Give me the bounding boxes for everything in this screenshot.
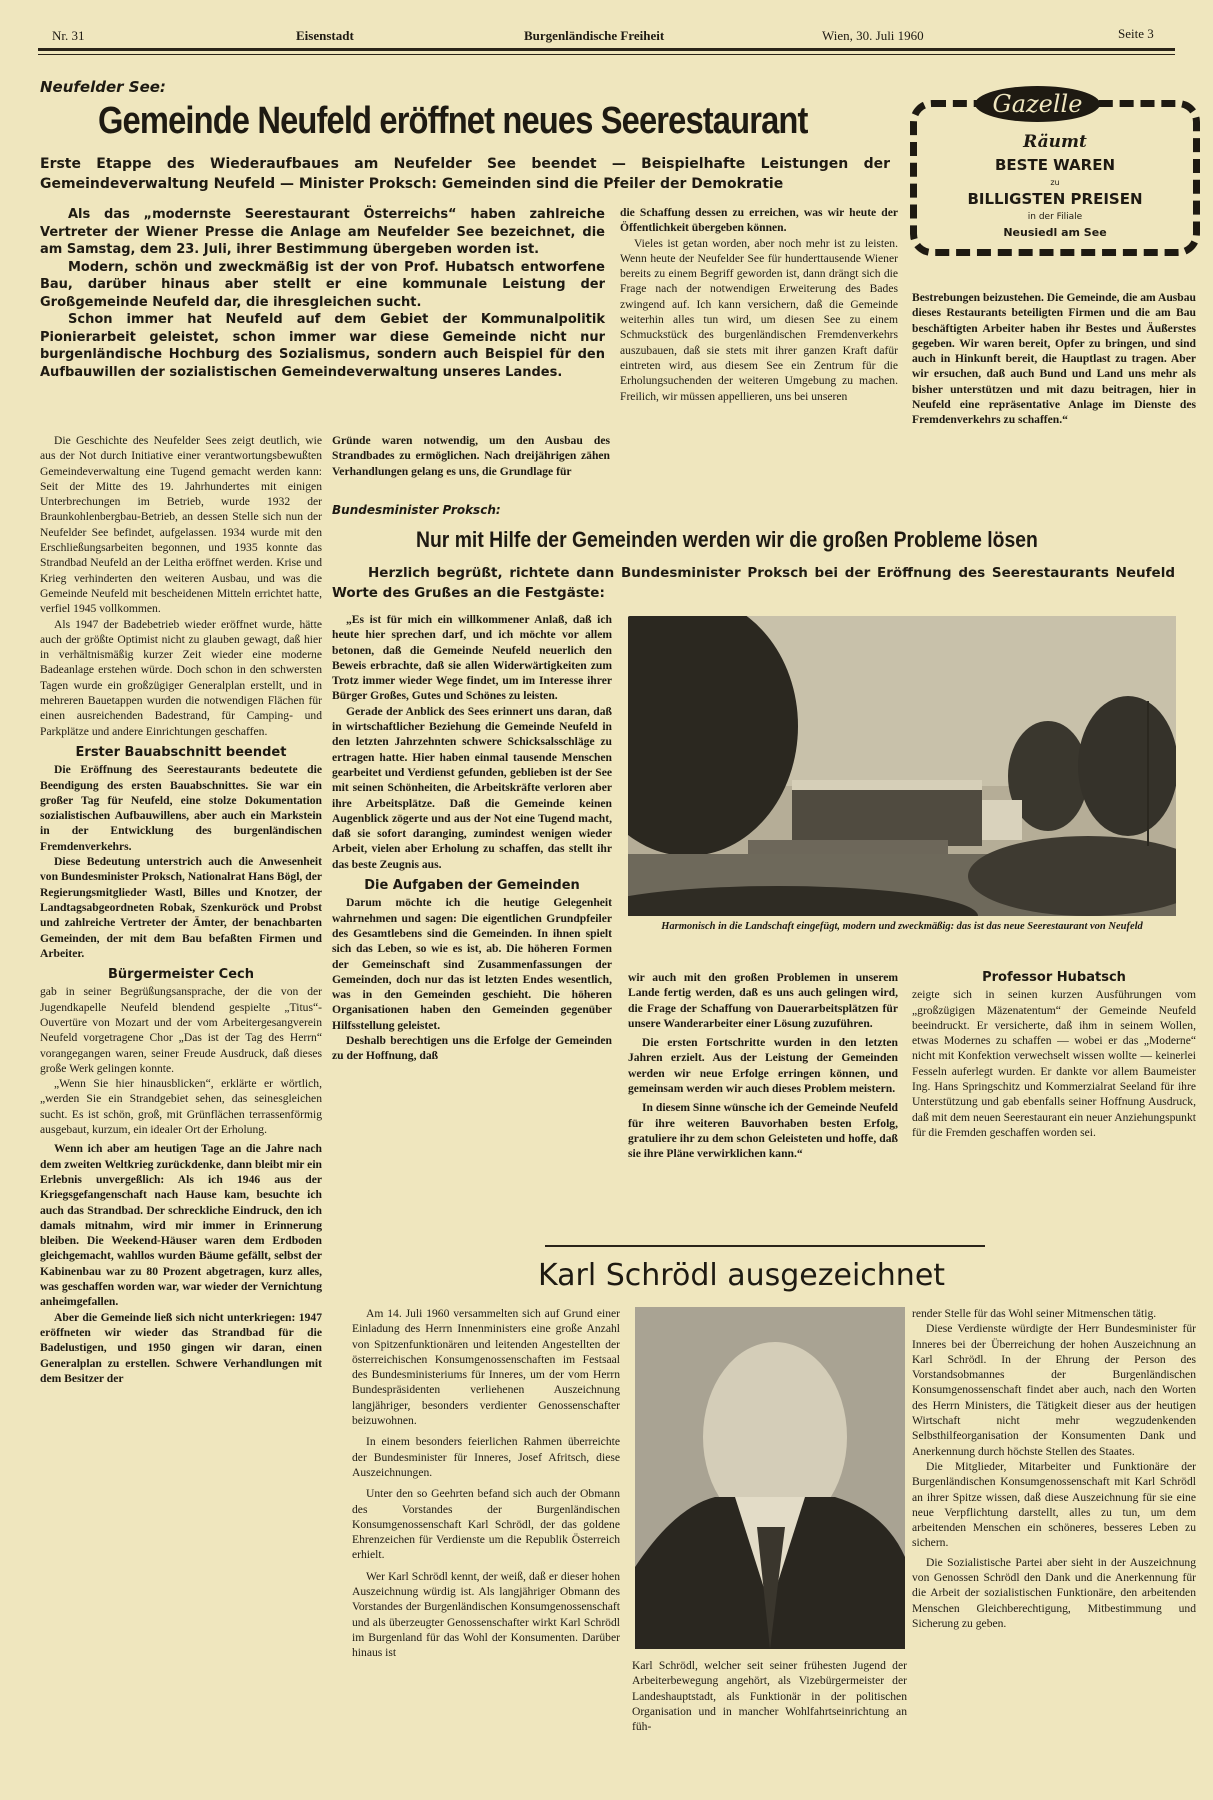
gazelle-advertisement	[910, 86, 1200, 261]
paragraph: Die Eröffnung des Seerestaurants bedeutete die Beendigung des ersten Bauabschnittes. Sie war ein großer Tag für Neufeld, eine stolze Dokumentation sozialistischen Aufbauwillens, aber auch ein Markstein in der Entwicklung des burgenländischen Fremdenverkehrs.	[40, 763, 322, 853]
lead-paragraph: Modern, schön und zweckmäßig ist der von Prof. Hubatsch entworfene Bau, darüber hinaus aber stellt er eine kommunale Leistung der Großgemeinde Neufeld dar, die ihresgleichen sucht.	[40, 259, 605, 310]
portrait-image	[635, 1307, 905, 1649]
main-lead	[40, 206, 605, 381]
ad-line: Räumt	[1023, 132, 1087, 152]
section-heading: Die Aufgaben der Gemeinden	[364, 878, 580, 894]
column-4-top	[912, 290, 1196, 428]
masthead-rule	[38, 48, 1175, 51]
paragraph: gab in seiner Begrüßungsansprache, der die von der Jugendkapelle Neufeld blendend gespielte „Titus“-Ouvertüre von Mozart und der vom Arbeitergesangverein Neufeld vorgetragene Chor „Das ist der Tag des Herrn“ vorangegangen waren, seiner Freude Ausdruck, daß dieses große Werk gelingen konnte.	[40, 985, 322, 1075]
main-kicker: Neufelder See:	[40, 78, 166, 96]
gazelle-logo: Gazelle	[975, 86, 1100, 122]
lead-paragraph: Schon immer hat Neufeld auf dem Gebiet der Kommunalpolitik Pionierarbeit geleistet, schon immer war diese Gemeinde nicht nur burgenländische Hochburg des Sozialismus, sondern auch Beispiel für den Aufbauwillen der sozialistischen Gemeindeverwaltung unseres Landes.	[40, 312, 605, 380]
column-3-top	[620, 205, 898, 404]
paragraph: Am 14. Juli 1960 versammelten sich auf Grund einer Einladung des Herrn Innenministers eine große Anzahl von Spitzenfunktionären und leitenden Angestellten der österreichischen Konsumgenossenschaften im Festsaal des Bundesministeriums für Inneres, um der vom Herrn Bundespräsidenten verliehenen Auszeichnung langjähriger, besonders verdienter Genossenschafter beizuwohnen.	[352, 1307, 620, 1428]
place: Eisenstadt	[296, 28, 354, 43]
paragraph: Die Sozialistische Partei aber sieht in der Auszeichnung von Genossen Schrödl den Dank und die Anerkennung für die Arbeit der sozialistischen Funktionäre, den arbeitenden Menschen Gleichberechtigung, Mitbestimmung und Sicherung zu geben.	[912, 1555, 1196, 1630]
paragraph: Die ersten Fortschritte wurden in den letzten Jahren erzielt. Aus der Leistung der Gemeinden werden wir neue Erfolge erringen können, und gemeinsam werden wir auch dieses Problem meistern.	[628, 1036, 898, 1096]
paragraph: die Schaffung dessen zu erreichen, was wir heute der Öffentlichkeit übergeben können.	[620, 206, 898, 235]
caption-text: Karl Schrödl, welcher seit seiner frühesten Jugend der Arbeiterbewegung angehört, als Vizebürgermeister der Landeshauptstadt, als Funktionär in der politischen Organisation und in mancher Wohlfahrtseinrichtung an füh-	[632, 1659, 907, 1734]
paragraph: „Wenn Sie hier hinausblicken“, erklärte er wörtlich, „werden Sie ein Strandgebiet sehen, das seinesgleichen sucht. Es ist schön, groß, mit Grünflächen terrassenförmig ausgebaut, kurzum, ein idealer Ort der Erholung.	[40, 1077, 322, 1137]
ad-line: Neusiedl am See	[1003, 226, 1107, 239]
paragraph: In diesem Sinne wünsche ich der Gemeinde Neufeld für ihre weiteren Bauvorhaben besten Erfolg, gratuliere ihr zu dem schon Geleisteten und hoffe, daß sie ihre Pläne verwirklichen kann.“	[628, 1101, 898, 1161]
main-subhead: Erste Etappe des Wiederaufbaues am Neufelder See beendet — Beispielhafte Leistungen der Gemeindeverwaltung Neufeld — Minister Proksch: Gemeinden sind die Pfeiler der Demokratie	[40, 156, 890, 192]
proksch-intro: Herzlich begrüßt, richtete dann Bundesminister Proksch bei der Eröffnung des Seerestaurants Neufeld Worte des Grußes an die Festgäste:	[332, 565, 1175, 601]
ad-line: zu	[1050, 178, 1060, 187]
schroedl-headline: Karl Schrödl ausgezeichnet	[538, 1258, 946, 1293]
restaurant-photo-caption: Harmonisch in die Landschaft eingefügt, modern und zweckmäßig: das ist das neue Seerestaurant von Neufeld	[661, 921, 1143, 932]
paragraph: Die Geschichte des Neufelder Sees zeigt deutlich, wie aus der Not durch Initiative einer verantwortungsbewußten Gemeindeverwaltung eine Tugend gemacht werden kann: Seit der Mitte des 19. Jahrhundertes mit einigen Unterbrechungen im Betrieb, wurde 1932 der Braunkohlenbergbau-Betrieb, an dessen Stelle sich nun der Neufelder See befindet, aufgelassen. 1934 wurde mit den Erschließungsarbeiten begonnen, und 1935 konnte das Strandbad Neufeld an der Leitha eröffnet werden. Krise und Krieg verhinderten den weiteren Ausbau, und was die Gemeinde Neufeld mit bescheidenen Mitteln errichtet hatte, verfiel 1945 vollkommen.	[40, 434, 322, 616]
paragraph: „Es ist für mich ein willkommener Anlaß, daß ich heute hier sprechen darf, und ich möchte vor allem betonen, daß die Gemeinde Neufeld neuerlich den Beweis erbrachte, daß sie allen Widerwärtigkeiten zum Trotz immer wieder Wege findet, um im Interesse ihrer Bürger Großes, Gutes und Schönes zu leisten.	[332, 613, 612, 703]
hubatsch-section	[912, 970, 1196, 1140]
restaurant-photo	[628, 616, 1176, 916]
masthead-rule-thin	[38, 54, 1175, 55]
paragraph: render Stelle für das Wohl seiner Mitmenschen tätig.	[912, 1307, 1157, 1320]
paragraph: In einem besonders feierlichen Rahmen überreichte der Bundesminister für Inneres, Josef Afritsch, diese Auszeichnungen.	[352, 1435, 620, 1479]
paragraph: Gründe waren notwendig, um den Ausbau des Strandbades zu ermöglichen. Nach dreijährigen zähen Verhandlungen gelang es uns, die Grundlage für	[332, 434, 610, 478]
section-divider	[545, 1245, 985, 1247]
paragraph: Diese Verdienste würdigte der Herr Bundesminister für Inneres bei der Überreichung der hohen Auszeichnung an Karl Schrödl. In der Ehrung der Person des Vorstandsobmannes der Burgenländischen Konsumgenossenschaft findet aber auch, nach den Worten des Herrn Ministers, die Tätigkeit dieser aus der heutigen Wirtschaft nicht mehr wegzudenkenden Selbsthilfeorganisation der Konsumenten Dank und Anerkennung durch höchste Stellen des Staates.	[912, 1322, 1196, 1458]
lead-paragraph: Als das „modernste Seerestaurant Österreichs“ haben zahlreiche Vertreter der Wiener Presse die Anlage am Neufelder See bezeichnet, die am Samstag, dem 23. Juli, ihrer Bestimmung übergeben worden ist.	[40, 207, 605, 257]
paper-name: Burgenländische Freiheit	[524, 28, 665, 43]
paragraph: Vieles ist getan worden, aber noch mehr ist zu leisten. Wenn heute der Neufelder See für hunderttausende Wiener bereits zu einem Begriff geworden ist, dann drängt sich die Frage nach der notwendigen Erweiterung des Bades zwingend auf. Ich kann versichern, daß die Gemeinde weiterhin alles tun wird, um diesen See zu einem Schmuckstück des burgenländischen Fremdenverkehrs auszubauen, daß sie stets mit ihrer ganzen Kraft dafür eintreten wird, aus diesem See ein Zentrum für die Erholungsuchenden der weiteren Umgebung zu machen. Freilich, wir müssen appellieren, uns bei unseren	[620, 236, 898, 403]
schroedl-column-left	[352, 1306, 620, 1661]
paragraph: Darum möchte ich die heutige Gelegenheit wahrnehmen und sagen: Die eigentlichen Grundpfeiler des Gesamtlebens sind die Gemeinden. In ihnen spielt sich das Leben, so wie es ist, ab. Die höheren Formen der Gemeinschaft sind Zusammenfassungen der Gemeinden, doch nur das ist letzten Endes wesentlich, was in den Gemeinden geschieht. Die höheren Organisationen haben den Gemeinden gegenüber Hilfsstellung geleistet.	[332, 896, 612, 1032]
paragraph: Unter den so Geehrten befand sich auch der Obmann des Vorstandes der Burgenländischen Konsumgenossenschaft Karl Schrödl, der das goldene Ehrenzeichen für Verdienste um die Republik Österreich erhielt.	[352, 1487, 620, 1562]
paragraph: Diese Bedeutung unterstrich auch die Anwesenheit von Bundesminister Proksch, Nationalrat Hans Bögl, der Regierungsmitglieder Wastl, Billes und Knotzer, der Landtagsabgeordneten Robak, Szenkuröck und Probst und zahlreiche Vertreter der Ämter, der benachbarten Gemeinden, der mit dem Bau befaßten Firmen und Arbeiter.	[40, 855, 322, 960]
proksch-column-b	[628, 970, 898, 1162]
main-headline: Gemeinde Neufeld eröffnet neues Seerestaurant	[98, 100, 808, 142]
paragraph: Wer Karl Schrödl kennt, der weiß, daß er dieser hohen Auszeichnung würdig ist. Als langjähriger Obmann des Vorstandes der Burgenländischen Konsumgenossenschaft und als überzeugter Genossenschafter wirkt Karl Schrödl im Burgenland für das Wohl der Konsumenten. Darüber hinaus ist	[352, 1569, 620, 1660]
section-heading: Professor Hubatsch	[982, 970, 1126, 985]
ad-line: BESTE WAREN	[994, 156, 1115, 174]
paragraph: Bestrebungen beizustehen. Die Gemeinde, die am Ausbau dieses Restaurants beteiligten Firmen und die am Bau beschäftigten Arbeiter haben ihr Bestes und Äußerstes gegeben. Wir waren bereit, Opfer zu bringen, und sind auch in Hinkunft bereit, die Hauptlast zu tragen. Aber wir ersuchen, daß auch Bund und Land uns mehr als bisher unterstützen und mit dazu beitragen, hier in Neufeld eine repräsentative Anlage im Dienste des Fremdenverkehrs zu schaffen.“	[912, 291, 1196, 427]
paragraph: Die Mitglieder, Mitarbeiter und Funktionäre der Burgenländischen Konsumgenossenschaft mit Karl Schrödl an ihrer Spitze wissen, daß diese Auszeichnung für sie eine neue Verpflichtung darstellt, alles zu tun, um dem arbeitenden Menschen ein schöneres, besseres Leben zu sichern.	[912, 1459, 1196, 1550]
paragraph: Wenn ich aber am heutigen Tage an die Jahre nach dem zweiten Weltkrieg zurückdenke, dann bleibt mir ein Erlebnis unvergeßlich: Als ich 1946 aus der Kriegsgefangenschaft nach Hause kam, besuchte ich auch das Strandbad. Der schreckliche Eindruck, den ich damals mitnahm, wird mir immer in Erinnerung bleiben. Die Weekend-Häuser waren dem Erdboden gleichgemacht, wahllos wurden Bäume gefällt, selbst der Kabinenbau war zu 80 Prozent abgetragen, kurz alles, was geschaffen worden war, war wieder der Vernichtung anheimgefallen.	[40, 1142, 322, 1309]
column-1	[40, 433, 322, 1386]
paragraph: Als 1947 der Badebetrieb wieder eröffnet wurde, hätte auch der größte Optimist nicht zu glauben gewagt, daß hier in verhältnismäßig kurzer Zeit wieder eine moderne Badeanlage erstehen würde. Doch schon in den schwersten Tagen wurde ein großzügiger Generalplan erstellt, und in mehreren Bauetappen wurden die notwendigen Flächen für einen ausreichenden Badestrand, für Camping- und Parkplätze und andere Einrichtungen geschaffen.	[40, 617, 322, 738]
proksch-kicker: Bundesminister Proksch:	[332, 503, 501, 517]
restaurant-image	[628, 616, 1176, 916]
ad-line: BILLIGSTEN PREISEN	[967, 190, 1143, 208]
masthead	[0, 0, 1213, 60]
ad-line: in der Filiale	[1027, 212, 1083, 222]
page-number: Seite 3	[1118, 26, 1154, 41]
schroedl-portrait	[635, 1307, 905, 1649]
schroedl-column-right	[912, 1306, 1196, 1631]
paragraph: Aber die Gemeinde ließ sich nicht unterkriegen: 1947 eröffneten wir wieder das Strandbad für die Badelustigen, und 1950 gingen wir daran, einen Generalplan zu erstellen. Schwere Verhandlungen mit dem Besitzer der	[40, 1310, 322, 1385]
paragraph: zeigte sich in seinen kurzen Ausführungen vom „großzügigen Mäzenatentum“ der Gemeinde Neufeld beeindruckt. Er versicherte, daß ihm in seinem Wollen, etwas Modernes zu schaffen — wobei er das „Moderne“ nicht mit Konfektion verwechselt wissen wollte — keinerlei Fesseln auferlegt wurden. Er dankte vor allem Baumeister Ing. Hans Springschitz und Kommerzialrat Seeland für ihre Unterstützung und gab ebenfalls seiner Hoffnung Ausdruck, daß mit dem neuen Seerestaurant ein neuer Anziehungspunkt für die Fremden geschaffen worden sei.	[912, 988, 1196, 1139]
proksch-column-a	[332, 612, 612, 1064]
proksch-headline: Nur mit Hilfe der Gemeinden werden wir die großen Probleme lösen	[416, 527, 1038, 552]
schroedl-photo-caption	[632, 1658, 907, 1734]
section-heading: Erster Bauabschnitt beendet	[75, 744, 287, 760]
date: Wien, 30. Juli 1960	[822, 28, 924, 43]
section-heading: Bürgermeister Cech	[108, 967, 254, 983]
issue-number: Nr. 31	[52, 28, 85, 43]
paragraph: Deshalb berechtigen uns die Erfolge der Gemeinden zu der Hoffnung, daß	[332, 1034, 612, 1063]
column-2-top	[332, 433, 610, 479]
paragraph: Gerade der Anblick des Sees erinnert uns daran, daß in wirtschaftlicher Beziehung die Gemeinde Neufeld in den letzten Jahrzehnten schwere Schicksalsschläge zu ertragen hatte. Hier haben einmal tausende Menschen gearbeitet und Verdienst gefunden, geblieben ist der See mit seinen Schönheiten, die Arbeitskräfte verloren aber ihre Arbeitsplätze. Daß die Gemeinde keinen Augenblick zögerte und aus der Not eine Tugend macht, daß sie sofort daranging, zumindest wenigen wieder Arbeit, vielen aber Erholung zu schaffen, das stellt ihr das beste Zeugnis aus.	[332, 704, 612, 871]
paragraph: wir auch mit den großen Problemen in unserem Lande fertig werden, daß es uns auch gelingen wird, die Frage der Schaffung von Dauerarbeitsplätzen für unsere Wanderarbeiter einer Lösung zuzuführen.	[628, 971, 898, 1030]
